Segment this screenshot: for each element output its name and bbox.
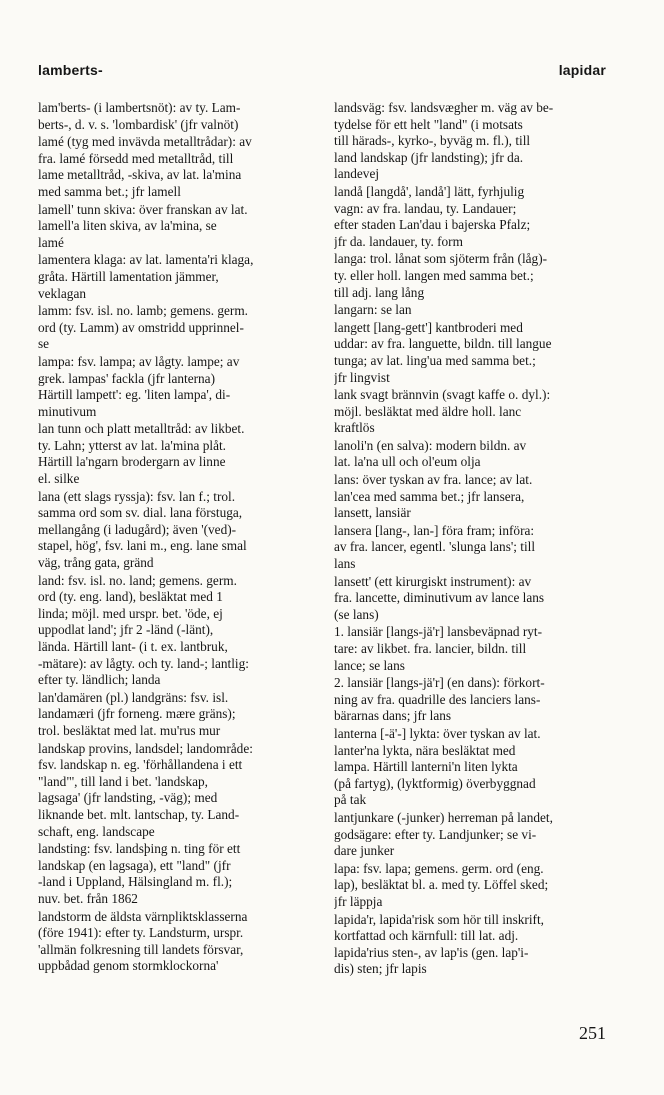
entry-line: lanterna [-ä'-] lykta: över tyskan av lat. bbox=[334, 725, 541, 741]
entry-line: till adj. lang lång bbox=[334, 284, 425, 300]
entry-line: godsägare: efter ty. Landjunker; se vi- bbox=[334, 826, 537, 842]
entry-line: lapida'r, lapida'risk som hör till inskrift, bbox=[334, 911, 544, 927]
entry-line: kraftlös bbox=[334, 420, 375, 436]
entry-line: Härtill la'ngarn brodergarn av linne bbox=[38, 454, 226, 470]
dictionary-entry bbox=[334, 810, 619, 860]
page-number: 251 bbox=[579, 1023, 606, 1043]
entry-line: landå [langdå', landå'] lätt, fyrhjulig bbox=[334, 183, 525, 199]
entry-line: lans bbox=[334, 556, 356, 572]
entry-line: (på fartyg), (lyktformig) överbyggnad bbox=[334, 775, 536, 791]
entry-line: ty. Lahn; ytterst av lat. la'mina plåt. bbox=[38, 437, 227, 453]
entry-line: möjl. besläktat med äldre holl. lanc bbox=[334, 403, 522, 419]
entry-line: land landskap (jfr landsting); jfr da. bbox=[334, 149, 524, 165]
entry-line: dare junker bbox=[334, 843, 395, 859]
entry-line: Härtill lampett': eg. 'liten lampa', di- bbox=[38, 387, 231, 403]
dictionary-entry bbox=[334, 912, 619, 978]
entry-line: fsv. landskap n. eg. 'förhållandena i ett bbox=[38, 757, 243, 773]
entry-line: jfr da. landauer, ty. form bbox=[334, 233, 463, 249]
entry-line: uppbådad genom stormklockorna' bbox=[38, 958, 219, 974]
entry-line: 'allmän folkresning till landets försvar, bbox=[38, 941, 244, 957]
entry-line: dis) sten; jfr lapis bbox=[334, 961, 427, 977]
dictionary-entry bbox=[38, 741, 323, 841]
entry-line: lända. Härtill lant- (i t. ex. lantbruk, bbox=[38, 639, 228, 654]
entry-line: lans: över tyskan av fra. lance; av lat. bbox=[334, 472, 533, 488]
entry-line: 1. lansiär [langs-jä'r] lansbeväpnad ryt- bbox=[334, 624, 543, 640]
entry-line: lapa: fsv. lapa; gemens. germ. ord (eng. bbox=[334, 860, 544, 876]
entry-line: lanoli'n (en salva): modern bildn. av bbox=[334, 437, 527, 453]
entry-line: -land i Uppland, Hälsingland m. fl.); bbox=[38, 874, 233, 890]
entry-line: landamæri (jfr forneng. mære gräns); bbox=[38, 706, 236, 722]
entry-line: (före 1941): efter ty. Landsturm, urspr. bbox=[38, 925, 244, 941]
dictionary-entry bbox=[334, 472, 619, 522]
dictionary-entry bbox=[38, 354, 323, 420]
entry-line: ord (ty. eng. land), besläktat med 1 bbox=[38, 589, 223, 605]
running-header-left: lamberts- bbox=[38, 62, 103, 78]
entry-line: tunga; av lat. ling'ua med samma bet.; bbox=[334, 352, 536, 368]
entry-line: lampa: fsv. lampa; av lågty. lampe; av bbox=[38, 353, 240, 369]
entry-line: ning av fra. quadrille des lanciers lans- bbox=[334, 691, 541, 707]
dictionary-entry bbox=[38, 252, 323, 302]
entry-line: minutivum bbox=[38, 403, 97, 419]
entry-line: -mätare): av lågty. och ty. land-; lantlig: bbox=[38, 655, 249, 671]
entry-line: lansett, lansiär bbox=[334, 505, 411, 521]
entry-line: ord (ty. Lamm) av omstridd upprinnel- bbox=[38, 319, 244, 335]
entry-line: uppodlat land'; jfr 2 -länd (-länt), bbox=[38, 622, 214, 638]
entry-line: lan'damären (pl.) landgräns: fsv. isl. bbox=[38, 689, 229, 705]
entry-line: landstorm de äldsta värnpliktsklasserna bbox=[38, 908, 248, 924]
running-header-right: lapidar bbox=[558, 62, 606, 78]
entry-line: lamé bbox=[38, 234, 64, 250]
dictionary-entry bbox=[334, 726, 619, 809]
entry-line: jfr läppja bbox=[334, 893, 383, 909]
entry-line: efter ty. ländlich; landa bbox=[38, 672, 161, 688]
entry-line: linda; möjl. med urspr. bet. 'öde, ej bbox=[38, 605, 223, 621]
entry-line: ty. eller holl. langen med samma bet.; bbox=[334, 267, 534, 283]
dictionary-entry bbox=[334, 302, 619, 319]
entry-line: el. silke bbox=[38, 471, 80, 487]
entry-line: på tak bbox=[334, 792, 367, 808]
entry-line: land: fsv. isl. no. land; gemens. germ. bbox=[38, 572, 237, 588]
dictionary-entry bbox=[38, 134, 323, 200]
entry-line: "land"', till land i bet. 'landskap, bbox=[38, 773, 209, 789]
entry-line: bärarnas dans; jfr lans bbox=[334, 708, 452, 724]
entry-line: lamell'a liten skiva, av la'mina, se bbox=[38, 218, 217, 234]
right-column bbox=[334, 100, 619, 979]
entry-line: uddar: av fra. languette, bildn. till langue bbox=[334, 336, 552, 352]
entry-line: tare: av likbet. fra. lancier, bildn. till bbox=[334, 641, 527, 656]
entry-line: 2. lansiär [langs-jä'r] (en dans): förkort- bbox=[334, 675, 545, 691]
entry-line: fra. lamé försedd med metalltråd, till bbox=[38, 150, 234, 166]
entry-line: lamell' tunn skiva: över franskan av lat. bbox=[38, 201, 248, 217]
entry-line: lance; se lans bbox=[334, 657, 405, 673]
entry-line: lamé (tyg med invävda metalltrådar): av bbox=[38, 134, 252, 150]
dictionary-entry bbox=[334, 184, 619, 250]
entry-line: schaft, eng. landscape bbox=[38, 823, 155, 839]
entry-line: kortfattad och kärnfull: till lat. adj. bbox=[334, 928, 519, 944]
dictionary-entry bbox=[38, 489, 323, 572]
entry-line: med samma bet.; jfr lamell bbox=[38, 183, 181, 199]
dictionary-entry bbox=[38, 690, 323, 740]
entry-line: jfr lingvist bbox=[334, 369, 390, 385]
entry-line: lana (ett slags ryssja): fsv. lan f.; trol. bbox=[38, 488, 236, 504]
entry-line: fra. lancette, diminutivum av lance lans bbox=[334, 590, 545, 606]
entry-line: lat. la'na ull och ol'eum olja bbox=[334, 454, 481, 470]
entry-line: gråta. Härtill lamentation jämmer, bbox=[38, 268, 219, 284]
entry-line: efter staden Lan'dau i bajerska Pfalz; bbox=[334, 217, 531, 233]
dictionary-entry bbox=[334, 624, 619, 674]
entry-line: lanter'na lykta, nära besläktat med bbox=[334, 742, 516, 758]
dictionary-entry bbox=[334, 320, 619, 386]
entry-line: av fra. lancer, egentl. 'slunga lans'; till bbox=[334, 539, 536, 555]
entry-line: lamentera klaga: av lat. lamenta'ri klaga, bbox=[38, 252, 254, 268]
entry-line: samma ord som sv. dial. lana förstuga, bbox=[38, 505, 243, 521]
entry-line: langa: trol. lånat som sjöterm från (låg)- bbox=[334, 251, 548, 267]
entry-line: stapel, hög', fsv. lani m., eng. lane smal bbox=[38, 538, 247, 554]
dictionary-entry bbox=[38, 202, 323, 252]
dictionary-entry bbox=[334, 251, 619, 301]
dictionary-entry bbox=[38, 303, 323, 353]
entry-line: trol. besläktat med lat. mu'rus mur bbox=[38, 722, 221, 738]
dictionary-entry bbox=[334, 523, 619, 573]
entry-line: lan'cea med samma bet.; jfr lansera, bbox=[334, 488, 525, 504]
entry-line: lan tunn och platt metalltråd: av likbet. bbox=[38, 421, 245, 437]
entry-line: landevej bbox=[334, 166, 380, 182]
dictionary-entry bbox=[38, 841, 323, 907]
entry-line: mellangång (i ladugård); även '(ved)- bbox=[38, 521, 237, 537]
entry-line: väg, trång gata, gränd bbox=[38, 555, 154, 571]
entry-line: lagsaga' (jfr landsting, -väg); med bbox=[38, 790, 218, 806]
entry-line: lampa. Härtill lanterni'n liten lykta bbox=[334, 759, 518, 775]
dictionary-entry bbox=[334, 574, 619, 624]
dictionary-entry bbox=[334, 438, 619, 471]
entry-line: lamm: fsv. isl. no. lamb; gemens. germ. bbox=[38, 303, 249, 319]
dictionary-entry bbox=[38, 100, 323, 133]
entry-line: grek. lampas' fackla (jfr lanterna) bbox=[38, 370, 216, 386]
dictionary-entry bbox=[38, 573, 323, 689]
entry-line: langarn: se lan bbox=[334, 302, 412, 318]
entry-line: liknande bet. mlt. lantschap, ty. Land- bbox=[38, 806, 240, 822]
entry-line: landskap provins, landsdel; landområde: bbox=[38, 740, 253, 756]
entry-line: langett [lang-gett'] kantbroderi med bbox=[334, 319, 523, 335]
entry-line: lank svagt brännvin (svagt kaffe o. dyl.): bbox=[334, 387, 551, 403]
entry-line: till härads-, kyrko-, byväg m. fl.), till bbox=[334, 133, 531, 149]
entry-line: tydelse för ett helt "land" (i motsats bbox=[334, 116, 523, 132]
entry-line: berts-, d. v. s. 'lombardisk' (jfr valnöt) bbox=[38, 116, 239, 132]
entry-line: lap), besläktat bl. a. med ty. Löffel sked; bbox=[334, 877, 549, 893]
entry-line: veklagan bbox=[38, 285, 86, 301]
dictionary-entry bbox=[334, 861, 619, 911]
entry-line: landsting: fsv. landsþing n. ting för ett bbox=[38, 841, 241, 857]
entry-line: vagn: av fra. landau, ty. Landauer; bbox=[334, 200, 517, 216]
entry-line: lantjunkare (-junker) herreman på landet, bbox=[334, 809, 553, 825]
entry-line: lapida'rius sten-, av lap'is (gen. lap'i- bbox=[334, 944, 529, 960]
entry-line: lansett' (ett kirurgiskt instrument): av bbox=[334, 573, 532, 589]
dictionary-entry bbox=[38, 909, 323, 975]
left-column bbox=[38, 100, 323, 976]
entry-line: landsväg: fsv. landsvægher m. väg av be- bbox=[334, 100, 554, 115]
dictionary-entry bbox=[334, 100, 619, 183]
dictionary-entry bbox=[334, 387, 619, 437]
entry-line: lansera [lang-, lan-] föra fram; införa: bbox=[334, 522, 535, 538]
entry-line: lame metalltråd, -skiva, av lat. la'mina bbox=[38, 167, 242, 183]
entry-line: landskap (en lagsaga), ett "land" (jfr bbox=[38, 857, 231, 873]
dictionary-entry bbox=[334, 675, 619, 725]
entry-line: se bbox=[38, 336, 50, 352]
entry-line: lam'berts- (i lambertsnöt): av ty. Lam- bbox=[38, 100, 241, 115]
entry-line: (se lans) bbox=[334, 606, 379, 622]
entry-line: nuv. bet. från 1862 bbox=[38, 890, 138, 906]
dictionary-entry bbox=[38, 421, 323, 487]
